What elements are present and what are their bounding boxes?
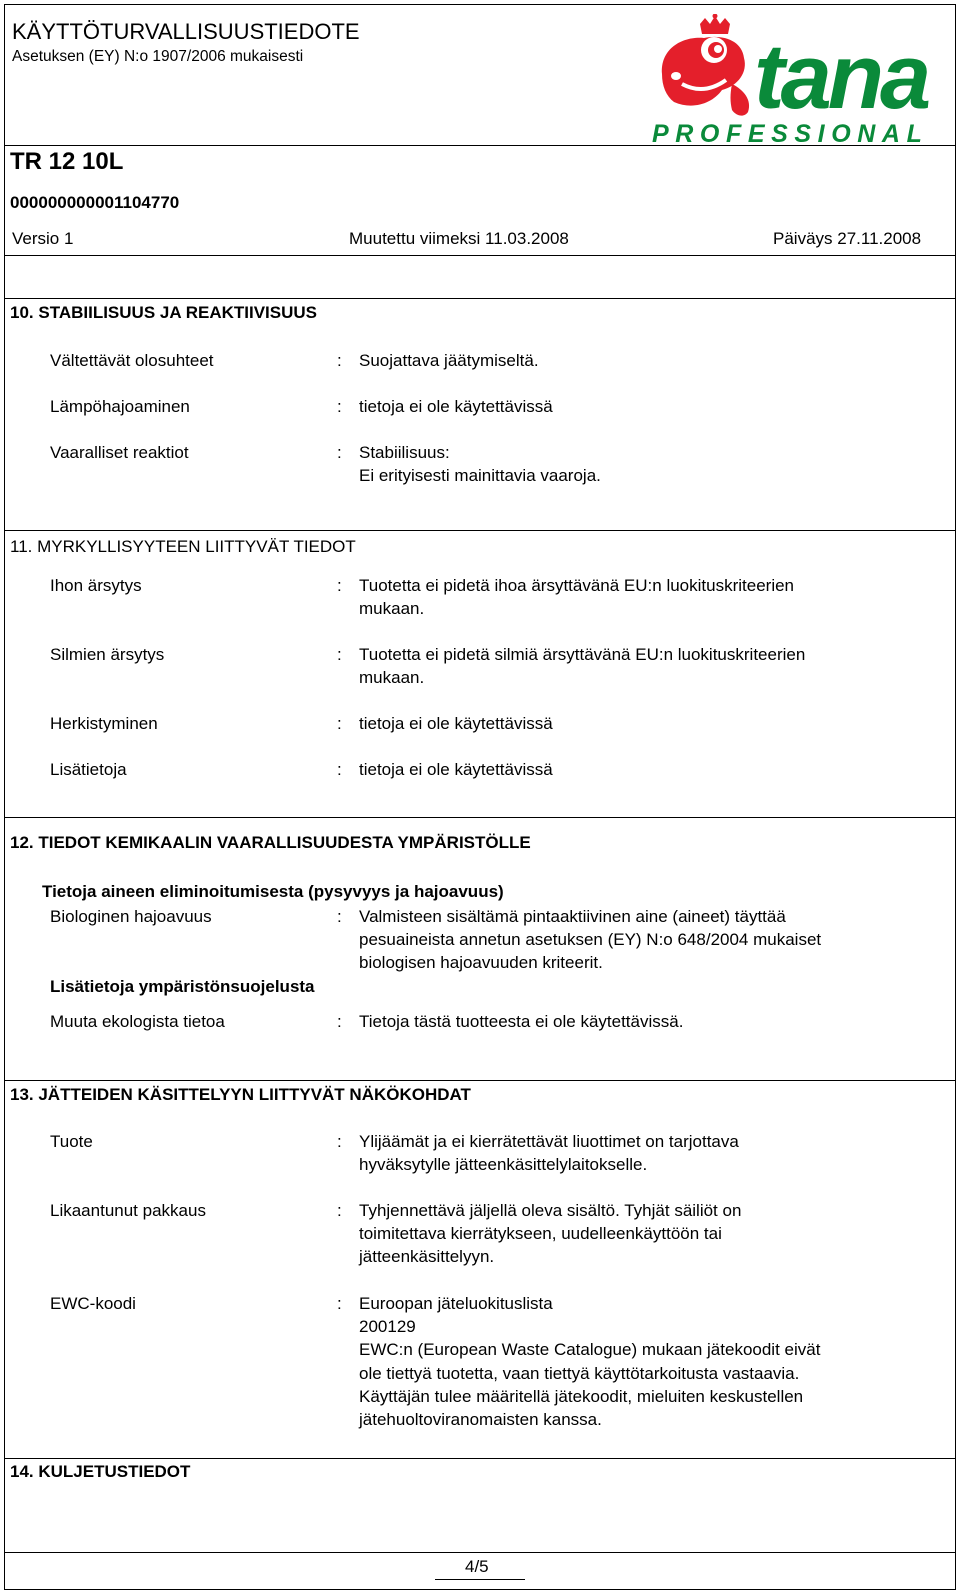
row-value: Stabiilisuus: Ei erityisesti mainittavia vaaroja. (359, 443, 601, 486)
divider (4, 298, 956, 299)
row-value: Valmisteen sisältämä pintaaktiivinen aine (aineet) täyttää pesuaineista annetun asetuksen (EY) N:o 648/2004 mukaiset biologisen hajoavuuden kriteerit. (359, 907, 822, 973)
document-title: KÄYTTÖTURVALLISUUSTIEDOTE (12, 19, 360, 44)
section-11-title: 11. MYRKYLLISYYTEEN LIITTYVÄT TIEDOT (10, 537, 356, 556)
colon: : (337, 645, 342, 664)
divider (4, 1080, 956, 1081)
row-label: EWC-koodi (50, 1294, 136, 1313)
row-value: Tuotetta ei pidetä ihoa ärsyttävänä EU:n luokituskriteerien mukaan. (359, 576, 795, 619)
row-label: Herkistyminen (50, 714, 158, 733)
brand-text: tana (754, 30, 928, 116)
colon: : (337, 714, 342, 733)
row-label: Ihon ärsytys (50, 576, 142, 595)
section-10-title: 10. STABIILISUUS JA REAKTIIVISUUS (10, 303, 317, 322)
row-value: tietoja ei ole käytettävissä (359, 714, 553, 733)
row-value: Euroopan jäteluokituslista 200129 EWC:n (European Waste Catalogue) mukaan jätekoodit eivät ole tiettyä tuotetta, vaan tiettyä käyttötarkoitusta vastaavia. Käyttäjän tulee määritellä jätekoodit, mieluiten keskustellen jätehuoltoviranomaisten kanssa. (359, 1294, 821, 1430)
colon: : (337, 576, 342, 595)
colon: : (337, 760, 342, 779)
divider (4, 1458, 956, 1459)
colon: : (337, 443, 342, 462)
page-number-underline (435, 1579, 525, 1580)
colon: : (337, 1294, 342, 1313)
colon: : (337, 1201, 342, 1220)
modified-date: Muutettu viimeksi 11.03.2008 (349, 229, 569, 248)
row-label: Muuta ekologista tietoa (50, 1012, 225, 1031)
colon: : (337, 351, 342, 370)
row-label: Tuote (50, 1132, 93, 1151)
colon: : (337, 907, 342, 926)
row-label: Lämpöhajoaminen (50, 397, 190, 416)
section-14-title: 14. KULJETUSTIEDOT (10, 1462, 191, 1481)
divider (4, 817, 956, 818)
issue-date: Päiväys 27.11.2008 (773, 229, 922, 248)
product-name: TR 12 10L (10, 148, 124, 175)
row-label: Biologinen hajoavuus (50, 907, 212, 926)
colon: : (337, 1132, 342, 1151)
subheading-elimination: Tietoja aineen eliminoitumisesta (pysyvyys ja hajoavuus) (42, 882, 504, 901)
document-subtitle: Asetuksen (EY) N:o 1907/2006 mukaisesti (12, 48, 304, 65)
divider (4, 255, 956, 256)
product-code: 000000000001104770 (10, 193, 180, 212)
brand-wordmark (752, 30, 948, 116)
section-13-title: 13. JÄTTEIDEN KÄSITTELYYN LIITTYVÄT NÄKÖKOHDAT (10, 1085, 471, 1104)
row-value: Tuotetta ei pidetä silmiä ärsyttävänä EU:n luokituskriteerien mukaan. (359, 645, 806, 688)
row-value: Ylijäämät ja ei kierrätettävät liuottimet on tarjottava hyväksytylle jätteenkäsittelylaitokselle. (359, 1132, 739, 1175)
footer-divider (4, 1552, 956, 1553)
row-value: tietoja ei ole käytettävissä (359, 760, 553, 779)
brand-tagline: PROFESSIONAL (652, 120, 929, 148)
tana-professional-logo (652, 14, 952, 148)
row-label: Lisätietoja (50, 760, 127, 779)
divider (4, 145, 956, 146)
row-label: Vältettävät olosuhteet (50, 351, 214, 370)
version-label: Versio 1 (12, 229, 74, 248)
section-12-title: 12. TIEDOT KEMIKAALIN VAARALLISUUDESTA YMPÄRISTÖLLE (10, 833, 531, 852)
row-value: Suojattava jäätymiseltä. (359, 351, 539, 370)
divider (4, 530, 956, 531)
subheading-environment: Lisätietoja ympäristönsuojelusta (50, 977, 315, 996)
row-label: Silmien ärsytys (50, 645, 165, 664)
row-value: tietoja ei ole käytettävissä (359, 397, 553, 416)
colon: : (337, 1012, 342, 1031)
row-label: Vaaralliset reaktiot (50, 443, 189, 462)
row-label: Likaantunut pakkaus (50, 1201, 206, 1220)
row-value: Tyhjennettävä jäljellä oleva sisältö. Tyhjät säiliöt on toimitettava kierrätykseen, uudelleenkäyttöön tai jätteenkäsittelyyn. (359, 1201, 742, 1267)
page-number: 4/5 (465, 1557, 489, 1576)
colon: : (337, 397, 342, 416)
row-value: Tietoja tästä tuotteesta ei ole käytettävissä. (359, 1012, 684, 1031)
